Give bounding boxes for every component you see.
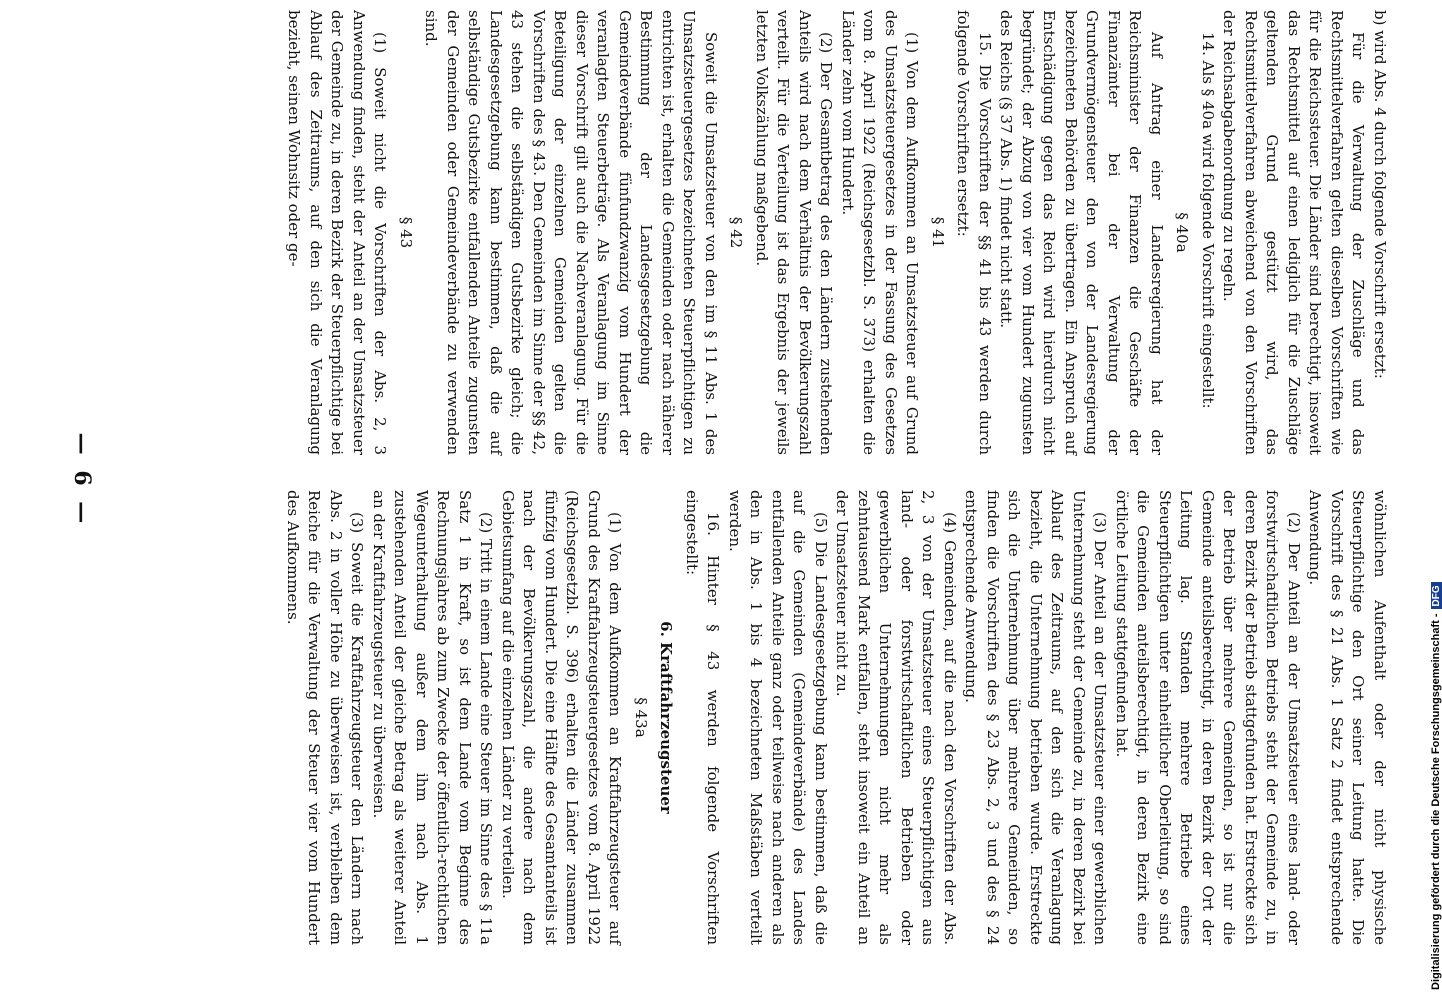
page-number: — 6 — [69, 432, 95, 528]
section-heading: § 40a [1173, 212, 1192, 253]
paragraph: wöhnlichen Aufenthalt oder der nicht physische Steuerpflichtige den Ort seiner Leitung hatte. Die Vorschrift des § 21 Abs. 1 Satz 2 findet entsprechende Anwendung. [1306, 490, 1389, 945]
section-heading: § 41 [929, 216, 947, 249]
section-heading: § 43 [397, 216, 415, 249]
digitization-credit [1412, 10, 1442, 990]
section-heading: § 43a [632, 697, 650, 738]
paragraph: 15. Die Vorschriften der §§ 41 bis 43 werden durch folgende Vorschriften ersetzt: [954, 10, 994, 455]
rotated-page-content [50, 10, 1390, 950]
paragraph: 14. Als § 40a wird folgende Vorschrift eingestellt: [1199, 32, 1217, 409]
paragraph: b) wird Abs. 4 durch folgende Vorschrift ersetzt: [1371, 10, 1389, 379]
paragraph: (2) Der Gesamtbetrag des den Ländern zustehenden Anteils wird nach dem Verhältnis der Bevölkerungszahl verteilt. Für die Verteilung ist das Ergebnis der jeweils letzten Volkszählung maßgebend. [753, 10, 836, 455]
paragraph: (5) Die Landesgesetzgebung kann bestimmen, daß die auf die Gemeinden (Gemeindeverbände) des Landes entfallenden Anteile ganz oder teilweise nach anderen als den in Abs. 1 bis 4 bezeichneten Maßstäben verteilt werden. [726, 490, 830, 945]
paragraph: Soweit die Umsatzsteuer von den im § 11 Abs. 1 des Umsatzsteuergesetzes bezeichneten Steuerpflichtigen zu entrichten ist, erhalten die Gemeinden oder nach näherer Bestimmung der Landesgesetzgebung die Gemeindeverbände fünfundzwanzig vom Hundert der veranlagten Steuerbeträge. Als Veranlagung im Sinne dieser Vorschrift gilt auch die Nachveranlagung. Für die Beteiligung der einzelnen Gemeinden gelten die Vorschriften des § 43. Den Gemeinden im Sinne der §§ 42, 43 stehen die selbständigen Gutsbezirke gleich; die Landesgesetzgebung kann bestimmen, daß die auf selbständige Gutsbezirke entfallenden Anteile zugunsten der Gemeinden oder Gemeindeverbände zu verwenden sind. [422, 10, 720, 455]
right-text-column [120, 490, 1390, 945]
paragraph: 16. Hinter § 43 werden folgende Vorschriften eingestellt: [683, 490, 723, 945]
paragraph: (1) Soweit nicht die Vorschriften der Abs. 2, 3 Anwendung finden, steht der Anteil an der Umsatzsteuer der Gemeinde zu, in deren Bezirk der Steuerpflichtige bei Ablauf des Zeitraums, auf den sich die Veranlagung bezieht, seinen Wohnsitz oder ge- [285, 10, 390, 455]
paragraph: Für die Verwaltung der Zuschläge und das Rechtsmittelverfahren gelten dieselben Vorschriften wie für die Reichssteuer. Die Länder sind berechtigt, insoweit das Rechtsmittel auf einen lediglich für die Zuschläge geltenden Grund gestützt wird, das Rechtsmittelverfahren abweichend von den Vorschriften der Reichsabgabenordnung zu regeln. [1220, 10, 1368, 455]
paragraph: (2) Tritt in einem Lande eine Steuer im Sinne des § 11a Satz 1 in Kraft, so ist dem Lande vom Beginne des Rechnungsjahres ab zum Zwecke der öffentlich-rechtlichen Wegeunterhaltung außer dem ihm nach Abs. 1 zustehenden Anteil der gleiche Betrag als weiterer Anteil an der Kraftfahrzeugsteuer zu überweisen. [370, 490, 496, 945]
paragraph: (1) Von dem Aufkommen an Kraftfahrzeugsteuer auf Grund des Kraftfahrzeugsteuergesetzes vom 8. April 1922 (Reichsgesetzbl. S. 396) erhalten die Länder zusammen fünfzig vom Hundert. Die eine Hälfte des Gesamtanteils ist nach der Bevölkerungszahl, die andere nach dem Gebietsumfang auf die einzelnen Länder zu verteilen. [499, 490, 625, 945]
paragraph: (3) Der Anteil an der Umsatzsteuer einer gewerblichen Unternehmung steht der Gemeinde zu, in deren Bezirk bei Ablauf des Zeitraums, auf den sich die Veranlagung bezieht, die Unternehmung betrieben wurde. Erstreckte sich die Unternehmung über mehrere Gemeinden, so finden die Vorschriften des § 23 Abs. 2, 3 und des § 24 entsprechende Anwendung. [962, 490, 1110, 945]
paragraph: (3) Soweit die Kraftfahrzeugsteuer den Ländern nach Abs. 2 in voller Höhe zu überweisen ist, verbleiben dem Reiche für die Verwaltung der Steuer vier vom Hundert des Aufkommens. [284, 490, 367, 945]
dfg-logo: DFG [1431, 582, 1442, 609]
chapter-heading: 6. Kraftfahrzeugsteuer [657, 621, 676, 814]
paragraph: (4) Gemeinden, auf die nach den Vorschriften der Abs. 2, 3 von der Umsatzsteuer eines Steuerpflichtigen aus land- oder forstwirtschaftlichen Betrieben oder gewerblichen Unternehmungen nicht mehr als zehntausend Mark entfallen, steht insoweit ein Anteil an der Umsatzsteuer nicht zu. [833, 490, 959, 945]
section-heading: § 42 [727, 216, 746, 249]
paragraph: (2) Der Anteil an der Umsatzsteuer eines land- oder forstwirtschaftlichen Betriebs steht der Gemeinde zu, in deren Bezirk der Betrieb stattgefunden hat. Erstreckte sich der Betrieb über mehrere Gemeinden, so ist nur die Gemeinde anteilsberechtigt, in deren Bezirk der Ort der Leitung lag. Standen mehrere Betriebe eines Steuerpflichtigen unter einheitlicher Oberleitung, so sind die Gemeinden anteilsberechtigt, in deren Bezirk eine örtliche Leitung stattgefunden hat. [1113, 490, 1303, 945]
left-text-column [120, 10, 1390, 455]
paragraph: (1) Von dem Aufkommen an Umsatzsteuer auf Grund des Umsatzsteuergesetzes in der Fassung des Gesetzes vom 8. April 1922 (Reichsgesetzbl. S. 373) erhalten die Länder zehn vom Hundert. [839, 10, 922, 455]
credit-text: Digitalisierung gefördert durch die Deutsche Forschungsgemeinschaft - [1430, 613, 1442, 990]
paragraph: Auf Antrag einer Landesregierung hat der Reichsminister der Finanzen die Geschäfte der Finanzämter bei der Verwaltung der Grundvermögensteuer den von der Landesregierung bezeichneten Behörden zu übertragen. Ein Anspruch auf Entschädigung gegen das Reich wird hierdurch nicht begründet; der Abzug von vier vom Hundert zugunsten des Reichs (§ 37 Abs. 1) findet nicht statt. [997, 10, 1166, 455]
